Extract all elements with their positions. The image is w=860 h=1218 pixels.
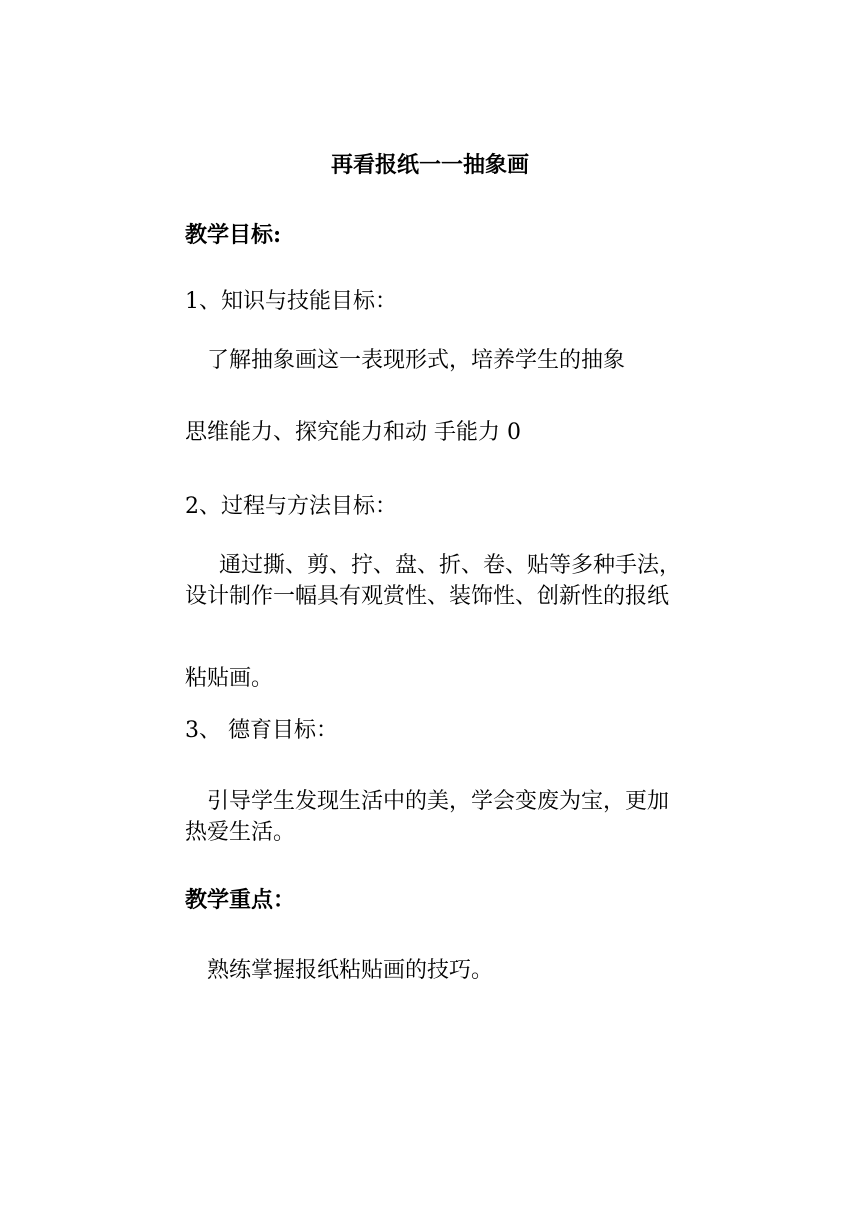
knowledge-skill-text-line1: 了解抽象画这一表现形式，培养学生的抽象 xyxy=(207,348,626,373)
process-method-heading: 2、过程与方法目标： xyxy=(185,494,397,519)
process-method-paragraph: 通过撕、剪、拧、盘、折、卷、贴等多种手法，设计制作一幅具有观赏性、装饰性、创新性的报纸 xyxy=(185,553,682,609)
document-title: 再看报纸一一抽象画 xyxy=(330,152,529,178)
process-method-tail: 粘贴画。 xyxy=(185,666,274,691)
moral-education-paragraph: 引导学生发现生活中的美，学会变废为宝，更加热爱生活。 xyxy=(185,789,670,845)
teaching-focus-heading: 教学重点： xyxy=(185,887,296,913)
objectives-heading: 教学目标: xyxy=(185,222,282,248)
moral-education-heading: 3、 德育目标： xyxy=(185,718,338,743)
knowledge-skill-text-line2: 思维能力、探究能力和动 手能力 0 xyxy=(185,420,521,445)
teaching-focus-text: 熟练掌握报纸粘贴画的技巧。 xyxy=(207,958,494,983)
knowledge-skill-heading: 1、知识与技能目标： xyxy=(185,289,397,314)
